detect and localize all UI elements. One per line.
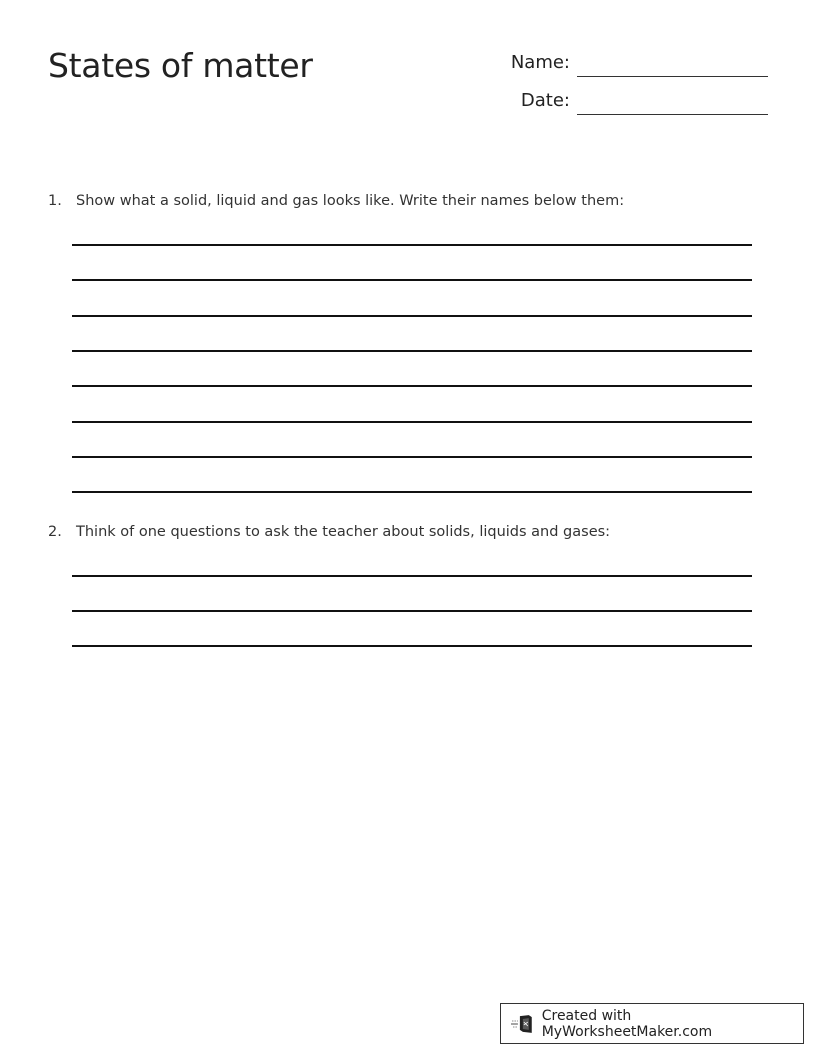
date-field-label-wrap bbox=[480, 90, 570, 114]
date-label: Date: bbox=[520, 90, 570, 111]
question-number: 2. bbox=[48, 524, 62, 540]
answer-line[interactable] bbox=[72, 279, 752, 281]
name-field[interactable] bbox=[577, 76, 768, 77]
answer-line[interactable] bbox=[72, 421, 752, 423]
name-field-label-wrap bbox=[480, 52, 570, 76]
question-number: 1. bbox=[48, 193, 62, 209]
answer-line[interactable] bbox=[72, 491, 752, 493]
answer-line[interactable] bbox=[72, 385, 752, 387]
footer-text: Created with MyWorksheetMaker.com bbox=[541, 1007, 713, 1040]
footer-credit bbox=[500, 1003, 804, 1044]
answer-line[interactable] bbox=[72, 350, 752, 352]
answer-line[interactable] bbox=[72, 610, 752, 612]
page-title: States of matter bbox=[48, 46, 313, 85]
answer-line[interactable] bbox=[72, 456, 752, 458]
worksheet-maker-logo-icon bbox=[511, 1014, 535, 1034]
question-text: Think of one questions to ask the teacher about solids, liquids and gases: bbox=[76, 524, 611, 540]
question-text: Show what a solid, liquid and gas looks like. Write their names below them: bbox=[76, 193, 625, 209]
answer-line[interactable] bbox=[72, 315, 752, 317]
name-label: Name: bbox=[510, 52, 570, 73]
date-field[interactable] bbox=[577, 114, 768, 115]
answer-line[interactable] bbox=[72, 244, 752, 246]
answer-line[interactable] bbox=[72, 575, 752, 577]
answer-line[interactable] bbox=[72, 645, 752, 647]
